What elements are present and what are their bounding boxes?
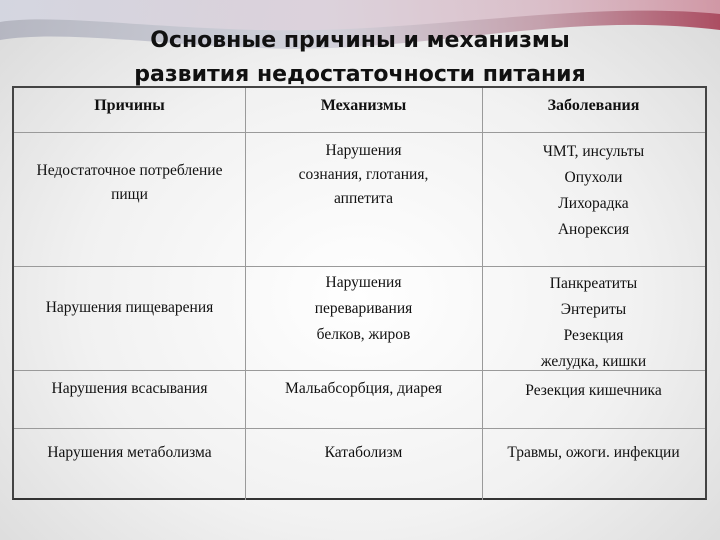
table-row-mechanism bbox=[245, 438, 482, 468]
cell-line: Резекция кишечника bbox=[525, 382, 662, 399]
cell-line: желудка, кишки bbox=[540, 353, 647, 370]
cell-line: Анорексия bbox=[557, 221, 630, 238]
cell-line: белков, жиров bbox=[316, 326, 411, 343]
cell-line: Нарушения bbox=[325, 142, 402, 159]
table-row-cause bbox=[14, 374, 245, 404]
table-row-disease bbox=[482, 438, 705, 468]
row-divider bbox=[14, 428, 705, 429]
cell-line: Нарушения метаболизма bbox=[47, 444, 212, 461]
cell-line: Опухоли bbox=[564, 169, 623, 186]
title-line-1: Основные причины и механизмы bbox=[150, 28, 570, 53]
table-row-mechanism bbox=[245, 268, 482, 350]
table-row-mechanism bbox=[245, 134, 482, 216]
table-row-mechanism bbox=[245, 374, 482, 404]
page-title bbox=[100, 24, 620, 92]
cell-line: Катаболизм bbox=[324, 444, 403, 461]
cell-line: Энтериты bbox=[560, 301, 627, 318]
cell-line: Недостаточное потребление bbox=[36, 162, 223, 179]
causes-table bbox=[12, 86, 707, 500]
table-row-cause bbox=[14, 148, 245, 218]
cell-line: Лихорадка bbox=[558, 195, 629, 212]
cell-line: Нарушения пищеварения bbox=[45, 299, 214, 316]
row-divider bbox=[14, 266, 705, 267]
table-row-disease bbox=[482, 136, 705, 246]
cell-line: пищи bbox=[111, 186, 148, 203]
row-divider bbox=[14, 132, 705, 133]
table-row-cause bbox=[14, 288, 245, 328]
cell-line: переваривания bbox=[314, 300, 413, 317]
cell-line: Нарушения bbox=[325, 274, 402, 291]
title-line-2: развития недостаточности питания bbox=[134, 62, 586, 87]
cell-line: Мальабсорбция, диарея bbox=[285, 380, 442, 397]
cell-line: ЧМТ, инсульты bbox=[542, 143, 645, 160]
cell-line: Резекция bbox=[563, 327, 624, 344]
cell-line: Травмы, ожоги. инфекции bbox=[507, 444, 680, 461]
header-diseases: Заболевания bbox=[547, 97, 640, 114]
table-row-disease bbox=[482, 376, 705, 406]
cell-line: сознания, глотания, bbox=[298, 166, 429, 183]
table-row-cause bbox=[14, 438, 245, 468]
header-causes: Причины bbox=[94, 97, 165, 114]
cell-line: аппетита bbox=[333, 190, 394, 207]
cell-line: Панкреатиты bbox=[549, 275, 638, 292]
table-row-disease bbox=[482, 269, 705, 377]
header-mechanisms: Механизмы bbox=[320, 97, 407, 114]
cell-line: Нарушения всасывания bbox=[51, 380, 208, 397]
